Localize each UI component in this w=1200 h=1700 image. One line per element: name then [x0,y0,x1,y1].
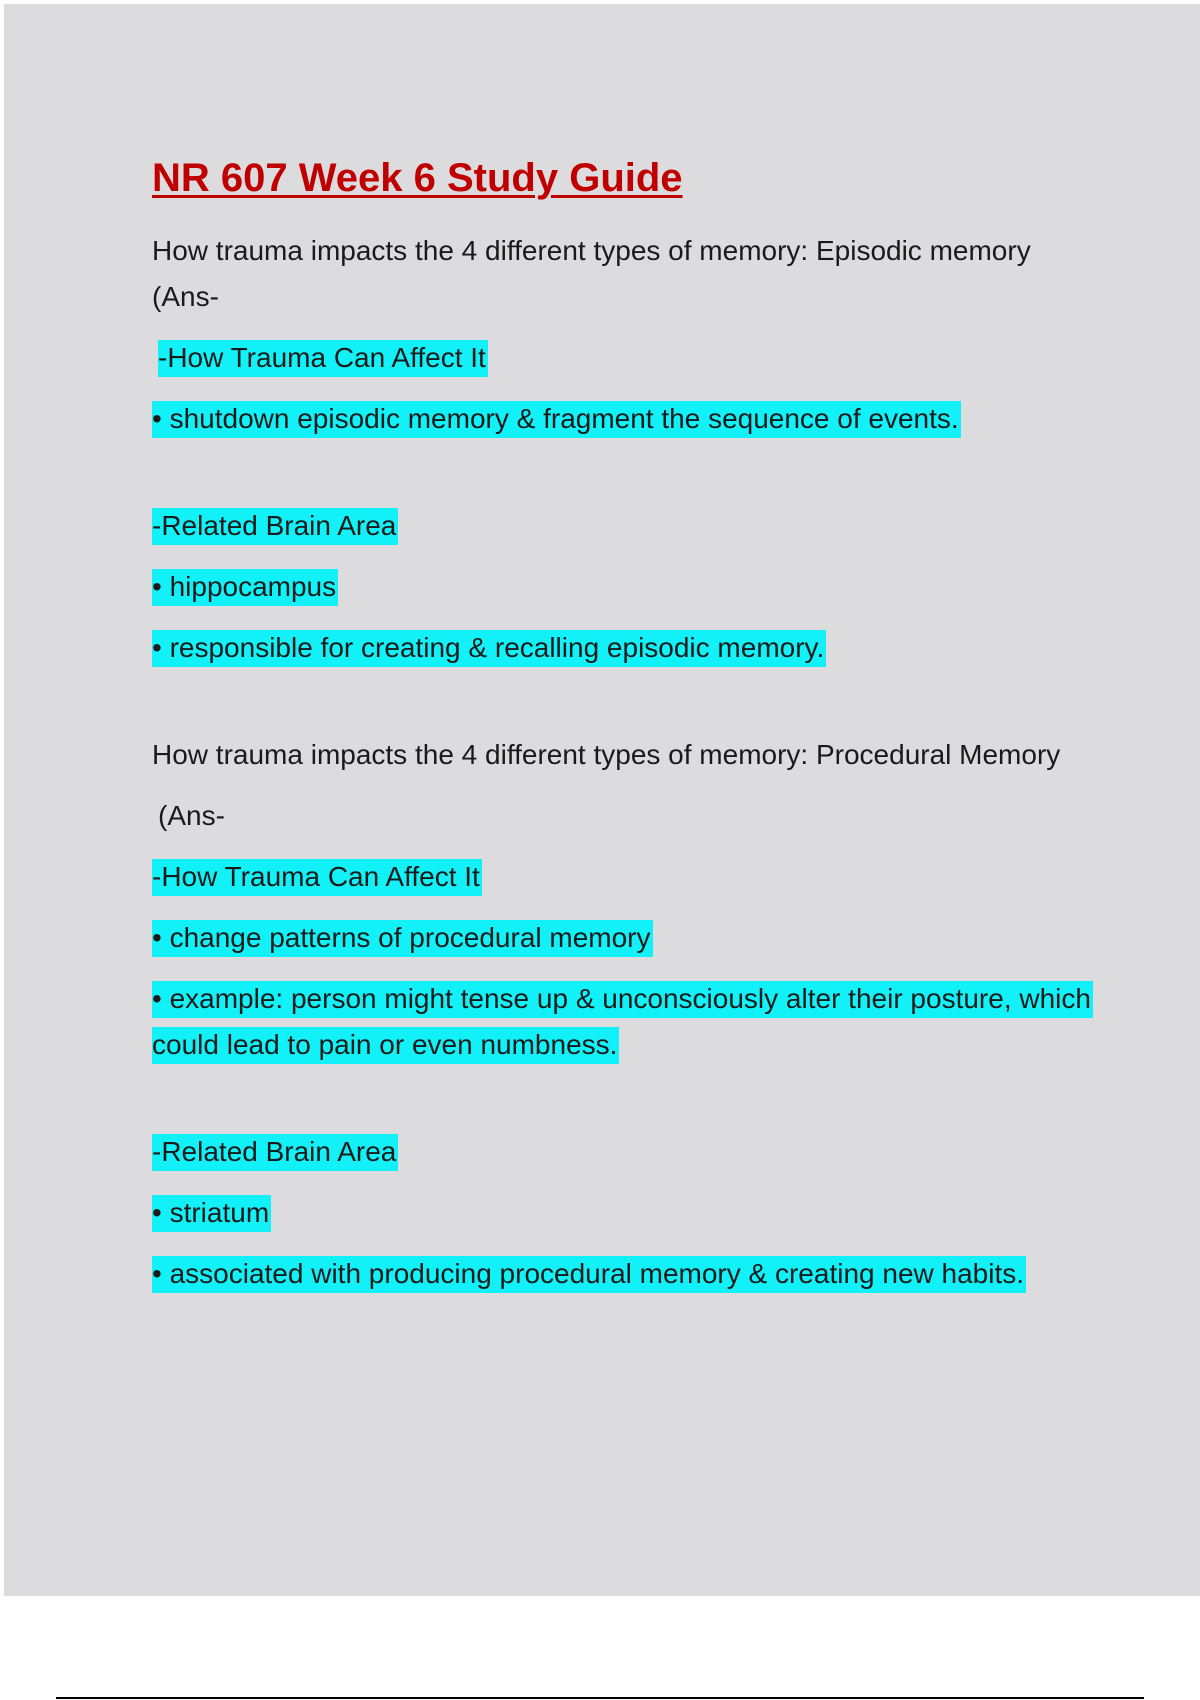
highlighted-text: • change patterns of procedural memory [152,920,653,957]
list-item [152,1190,1102,1236]
list-item [152,1251,1102,1297]
highlighted-text: -Related Brain Area [152,1134,398,1171]
highlighted-text: • striatum [152,1195,271,1232]
question-episodic: How trauma impacts the 4 different types of memory: Episodic memory (Ans- [152,235,1031,312]
highlighted-text: • shutdown episodic memory & fragment the sequence of events. [152,401,961,438]
highlighted-text: • hippocampus [152,569,338,606]
list-item [152,625,1102,671]
ans-label: (Ans- [158,800,225,831]
scanned-page [4,4,1200,1596]
highlighted-text: -How Trauma Can Affect It [152,859,482,896]
highlighted-text: • example: person might tense up & unconsciously alter their posture, which could lead to pain or even numbness. [152,981,1093,1064]
spacer [152,686,1102,732]
brain-heading [152,1129,1102,1175]
footer-divider [56,1697,1144,1699]
list-item [152,976,1102,1068]
brain-heading [152,503,1102,549]
section-procedural-memory [152,732,1102,1297]
affect-heading [152,854,1102,900]
spacer [152,457,1102,503]
list-item [152,396,1102,442]
list-item [152,564,1102,610]
affect-heading [152,335,1102,381]
document-title: NR 607 Week 6 Study Guide [152,156,683,200]
highlighted-text: -Related Brain Area [152,508,398,545]
spacer [152,1083,1102,1129]
document-body [152,154,1102,1312]
question-procedural: How trauma impacts the 4 different types of memory: Procedural Memory [152,739,1061,770]
highlighted-text: -How Trauma Can Affect It [158,340,488,377]
highlighted-text: • responsible for creating & recalling episodic memory. [152,630,826,667]
highlighted-text: • associated with producing procedural memory & creating new habits. [152,1256,1026,1293]
list-item [152,915,1102,961]
section-episodic-memory [152,228,1102,732]
